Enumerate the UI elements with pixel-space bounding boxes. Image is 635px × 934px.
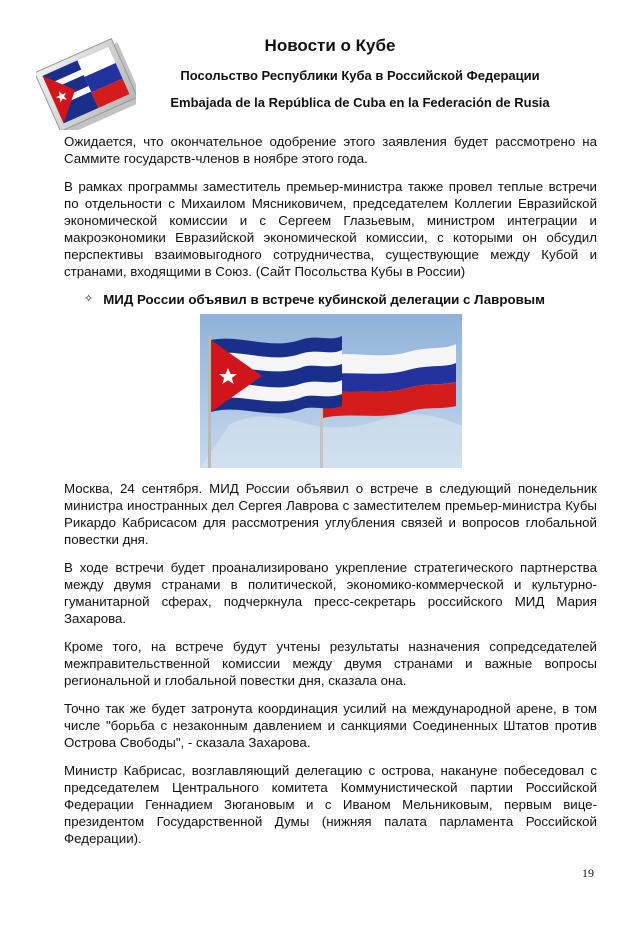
paragraph: Кроме того, на встрече будут учтены результаты назначения сопредседателей межправительственной комиссии между двумя странами и важные вопросы региональной и глобальной повестки дня, сказала она. — [64, 639, 597, 688]
article-heading-text: МИД России объявил в встрече кубинской делегации с Лавровым — [103, 292, 545, 307]
cuba-russia-flags-photo — [200, 314, 462, 468]
embassy-name-russian: Посольство Республики Куба в Российской Федерации — [180, 68, 540, 83]
cuba-russia-flags-logo — [36, 30, 136, 130]
article-heading — [84, 291, 597, 308]
paragraph: Ожидается, что окончательное одобрение этого заявления будет рассмотрено на Саммите государств-членов в ноябре этого года. — [64, 134, 597, 166]
paragraph: Точно так же будет затронута координация усилий на международной арене, в том числе "борьба с незаконным давлением и санкциями Соединенных Штатов против Острова Свободы", - сказала Захарова. — [64, 701, 597, 750]
page-title: Новости о Кубе — [264, 36, 396, 55]
paragraph: Министр Кабрисас, возглавляющий делегацию с острова, накануне побеседовал с председателем Центрального комитета Коммунистической партии Российской Федерации Геннадием Зюгановым и с Иваном Мельниковым, первым вице-президентом Государственной Думы (нижняя палата парламента Российской Федерации). — [64, 763, 597, 846]
paragraph: В ходе встречи будет проанализировано укрепление стратегического партнерства между двумя странами в политической, экономико-коммерческой и культурно-гуманитарной сферах, подчеркнула пресс-секретарь российского МИД Мария Захарова. — [64, 560, 597, 626]
paragraph: Москва, 24 сентября. МИД России объявил о встрече в следующий понедельник министра иностранных дел Сергея Лаврова с заместителем премьер-министра Кубы Рикардо Кабрисасом для рассмотрения углубления связей и вопросов глобальной повестки дня. — [64, 481, 597, 547]
embassy-name-spanish: Embajada de la República de Cuba en la Federación de Rusia — [170, 95, 550, 110]
page-number: 19 — [582, 866, 594, 880]
diamond-bullet-icon: ✧ — [84, 293, 94, 305]
page-content — [64, 133, 597, 858]
paragraph: В рамках программы заместитель премьер-министра также провел теплые встречи по отдельности с Михаилом Мясниковичем, председателем Коллегии Евразийской экономической комиссии и с Сергеем Глазьевым, министром интеграции и макроэкономики Евразийской экономической комиссии, с которыми он обсудил перспективы взаимовыгодного сотрудничества, существующие между Кубой и странами, входящими в Союз. (Сайт Посольства Кубы в России) — [64, 179, 597, 279]
